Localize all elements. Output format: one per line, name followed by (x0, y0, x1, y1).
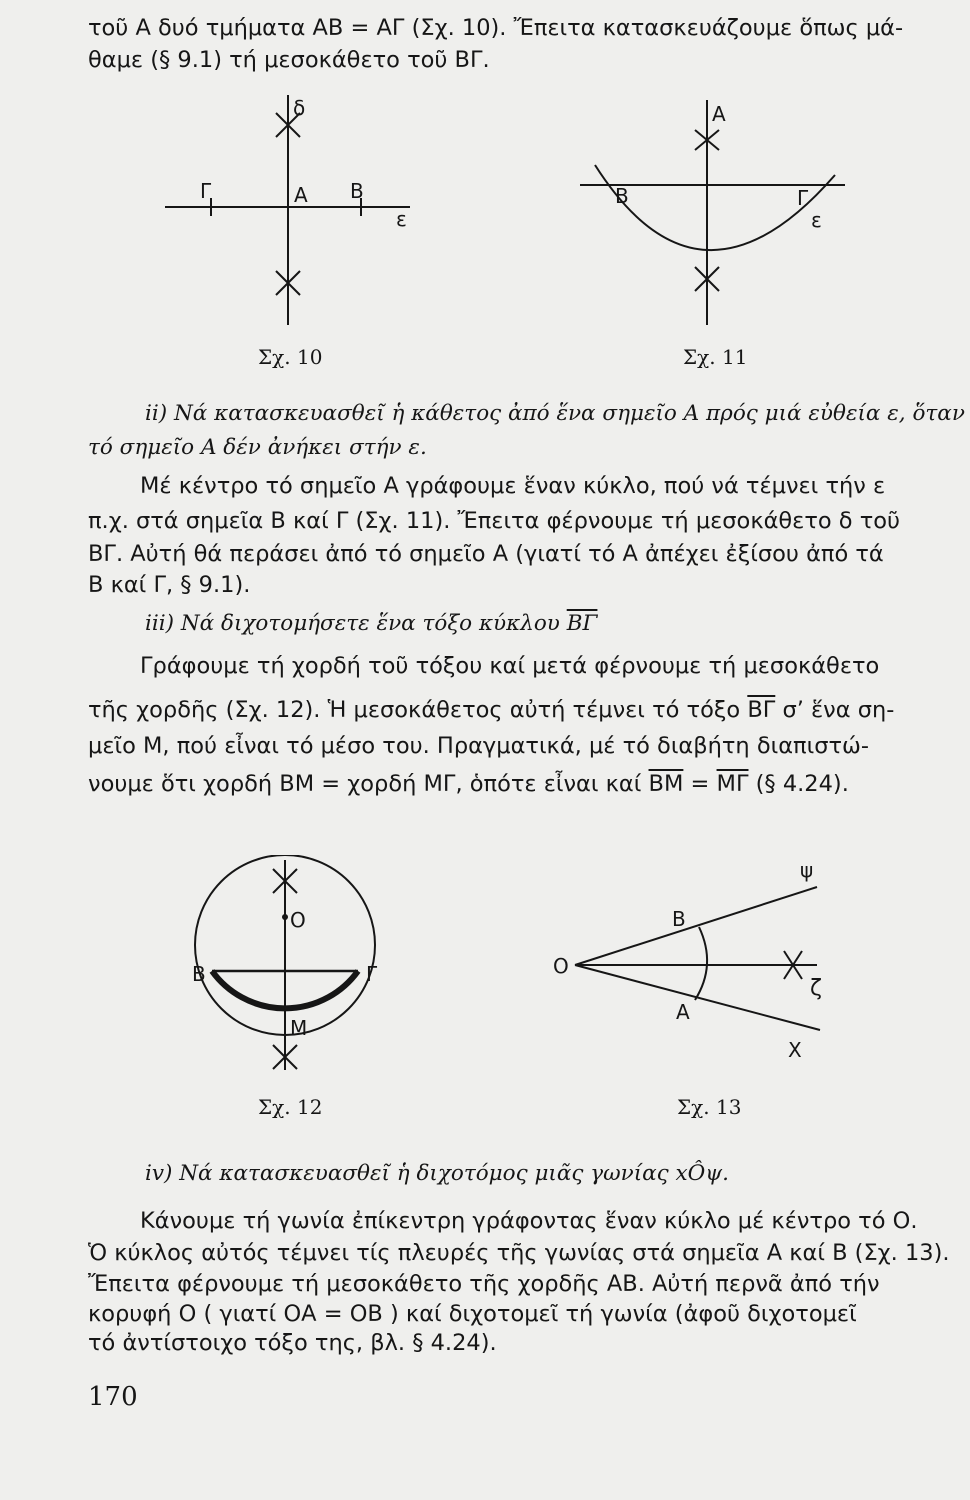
text-line: Γράφουμε τή χορδή τοῦ τόξου καί μετά φέρνουμε τή μεσοκάθετο (140, 653, 880, 679)
ray-psi (575, 887, 817, 965)
arc-label: $\overline{B\Gamma}$ (747, 697, 776, 723)
text-line: Κάνουμε τή γωνία ἐπίκεντρη γράφοντας ἕναν κύκλο μέ κέντρο τό Ο. (140, 1208, 918, 1234)
figure-10-caption: Σχ. 10 (258, 345, 323, 369)
section-iv-heading: iv) Νά κατασκευασθεῖ ἡ διχοτόμος μιᾶς γωνίας xÔψ. (145, 1161, 729, 1186)
label-alpha: Α (294, 183, 308, 207)
label-gamma: Γ (366, 962, 378, 986)
label-delta: δ (293, 96, 306, 120)
text-line: Μέ κέντρο τό σημεῖο Α γράφουμε ἕναν κύκλο, πού νά τέμνει τήν ε (140, 473, 886, 499)
figure-11-caption: Σχ. 11 (683, 345, 748, 369)
text-fragment: τῆς χορδῆς (Σχ. 12). Ἡ μεσοκάθετος αὐτή τέμνει τό τόξο (88, 697, 748, 723)
text-line: τοῦ Α δυό τμήματα ΑΒ = ΑΓ (Σχ. 10). Ἔπειτα κατασκευάζουμε ὅπως μά- (88, 15, 904, 41)
text-line (88, 768, 849, 800)
label-gamma: Γ (200, 179, 212, 203)
arc-label: $\overline{M\Gamma}$ (716, 771, 749, 797)
label-beta: Β (672, 907, 686, 931)
section-iii-heading (145, 608, 597, 640)
label-alpha: Α (712, 102, 726, 126)
text-fragment: νουμε ὅτι χορδή ΒΜ = χορδή ΜΓ, ὁπότε εἶναι καί (88, 771, 649, 797)
label-beta: Β (615, 184, 629, 208)
label-o: Ο (290, 908, 306, 932)
label-beta: Β (192, 962, 206, 986)
label-epsilon: ε (811, 208, 822, 232)
label-o: Ο (553, 954, 569, 978)
text-line: μεῖο Μ, πού εἶναι τό μέσο του. Πραγματικά, μέ τό διαβήτη διαπιστώ- (88, 733, 869, 759)
text-line: Ὁ κύκλος αὐτός τέμνει τίς πλευρές τῆς γωνίας στά σημεῖα Α καί Β (Σχ. 13). (88, 1240, 950, 1266)
label-psi: ψ (800, 858, 814, 882)
label-x: Χ (788, 1038, 802, 1062)
text-line: Ἔπειτα φέρνουμε τή μεσοκάθετο τῆς χορδῆς ΑΒ. Αὐτή περνᾶ ἀπό τήν (88, 1271, 880, 1297)
figure-13-caption: Σχ. 13 (677, 1095, 742, 1119)
section-ii-heading: ii) Νά κατασκευασθεῖ ἡ κάθετος ἀπό ἕνα σημεῖο Α πρός μιά εὐθεία ε, ὅταν (145, 401, 965, 426)
text-line: θαμε (§ 9.1) τή μεσοκάθετο τοῦ ΒΓ. (88, 47, 490, 73)
figure-11 (575, 85, 875, 375)
label-gamma: Γ (797, 186, 809, 210)
text-line: π.χ. στά σημεῖα Β καί Γ (Σχ. 11). Ἔπειτα φέρνουμε τή μεσοκάθετο δ τοῦ (88, 508, 901, 534)
label-mu: Μ (290, 1016, 308, 1040)
label-zeta: ζ (810, 976, 822, 1001)
figure-13 (545, 855, 845, 1070)
text-line: τό ἀντίστοιχο τόξο της, βλ. § 4.24). (88, 1330, 497, 1356)
text-fragment: (§ 4.24). (748, 771, 849, 797)
arc-label: $\overline{B\Gamma}$ (566, 611, 598, 636)
figure-12-caption: Σχ. 12 (258, 1095, 323, 1119)
label-alpha: Α (676, 1000, 690, 1024)
figure-12 (180, 855, 410, 1080)
figure-10 (160, 85, 450, 375)
arc-label: $\overline{BM}$ (648, 771, 684, 797)
arc-ab (695, 927, 707, 1000)
text-line: ΒΓ. Αὐτή θά περάσει ἀπό τό σημεῖο Α (γιατί τό Α ἀπέχει ἐξίσου ἀπό τά (88, 541, 884, 567)
label-epsilon: ε (396, 207, 407, 231)
label-beta: Β (350, 179, 364, 203)
section-ii-heading-cont: τό σημεῖο Α δέν ἀνήκει στήν ε. (88, 435, 427, 460)
text-line (88, 694, 894, 726)
section-iii-text: iii) Νά διχοτομήσετε ἕνα τόξο κύκλου (145, 611, 567, 636)
center-point (282, 914, 288, 920)
text-line: κορυφή Ο ( γιατί ΟΑ = ΟΒ ) καί διχοτομεῖ τή γωνία (ἀφοῦ διχοτομεῖ (88, 1301, 857, 1327)
text-fragment: σ’ ἕνα ση- (775, 697, 895, 723)
text-line: Β καί Γ, § 9.1). (88, 572, 251, 598)
text-fragment: = (683, 771, 717, 797)
page-number: 170 (88, 1382, 138, 1412)
